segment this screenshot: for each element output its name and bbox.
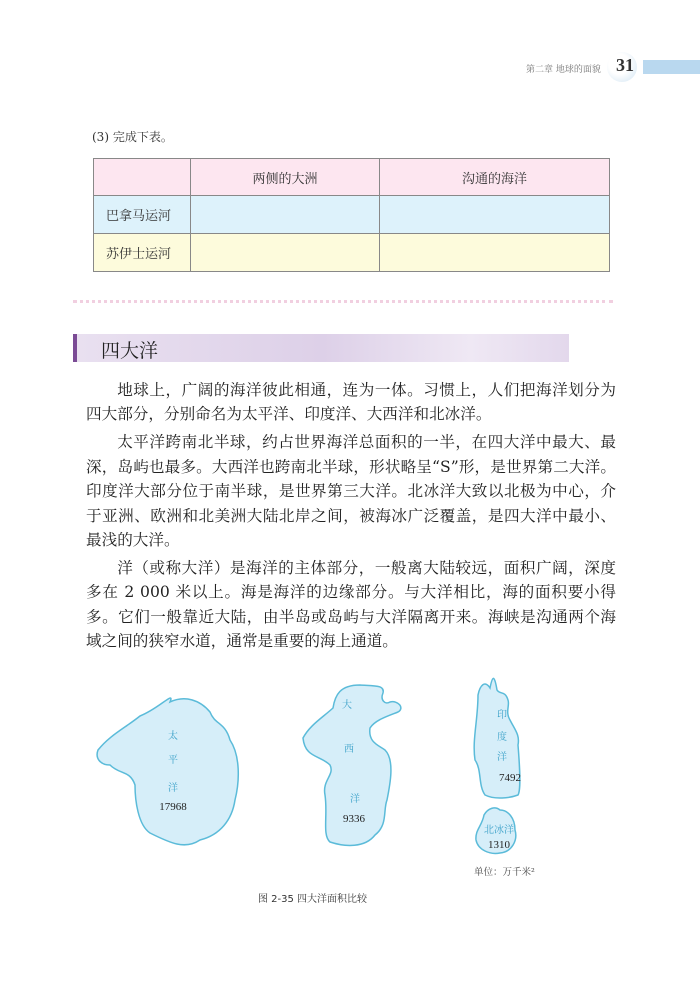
ocean-label-char: 大 [342,700,352,711]
chapter-header: 第二章 地球的面貌 [526,65,601,75]
paragraph: 太平洋跨南北半球，约占世界海洋总面积的一半，在四大洋中最大、最深，岛屿也最多。大西洋也跨南北半球，形状略呈“S”形，是世界第二大洋。印度洋大部分位于南半球，是世界第三大洋。北冰洋大致以北极为中心，介于亚洲、欧洲和北美洲大陆北岸之间，被海冰广泛覆盖，是四大洋中最小、最浅的大洋。 [86,433,616,549]
exercise-prompt: (3) 完成下表。 [92,130,173,144]
ocean-area: 9336 [343,813,365,825]
ocean-area: 17968 [159,801,187,813]
section-title: 四大洋 [101,340,159,362]
unit-label: 单位：万千米² [474,867,535,878]
ocean-area: 7492 [499,772,521,784]
table-header-cell: 两侧的大洲 [191,159,380,196]
ocean-label-char: 洋 [350,794,360,805]
paragraph: 洋（或称大洋）是海洋的主体部分，一般离大陆较远，面积广阔，深度多在 2 000 米以上。海是海洋的边缘部分。与大洋相比，海的面积要小得多。它们一般靠近大陆，由半岛或岛屿与大洋隔离开来。海峡是沟通两个海域之间的狭窄水道，通常是重要的海上通道。 [86,558,616,651]
ocean-label-char: 西 [344,744,354,755]
ocean-label-char: 印 [497,710,507,721]
row-label: 苏伊士运河 [94,234,191,272]
paragraph: 地球上，广阔的海洋彼此相通，连为一体。习惯上，人们把海洋划分为四大部分，分别命名为太平洋、印度洋、大西洋和北冰洋。 [86,381,616,424]
ocean-label: 北冰洋 [484,825,514,836]
ocean-label-char: 洋 [497,752,507,763]
ocean-label-char: 度 [497,732,507,743]
row-label: 巴拿马运河 [94,196,191,234]
ocean-label-char: 平 [168,755,178,766]
ocean-label-char: 洋 [168,783,178,794]
ocean-area: 1310 [488,839,510,851]
figure-caption: 图 2-35 四大洋面积比较 [258,894,368,905]
ocean-label-char: 太 [168,731,178,742]
pacific-shape [97,698,238,845]
page-number: 31 [616,55,634,75]
table-header-cell: 沟通的海洋 [380,159,610,196]
